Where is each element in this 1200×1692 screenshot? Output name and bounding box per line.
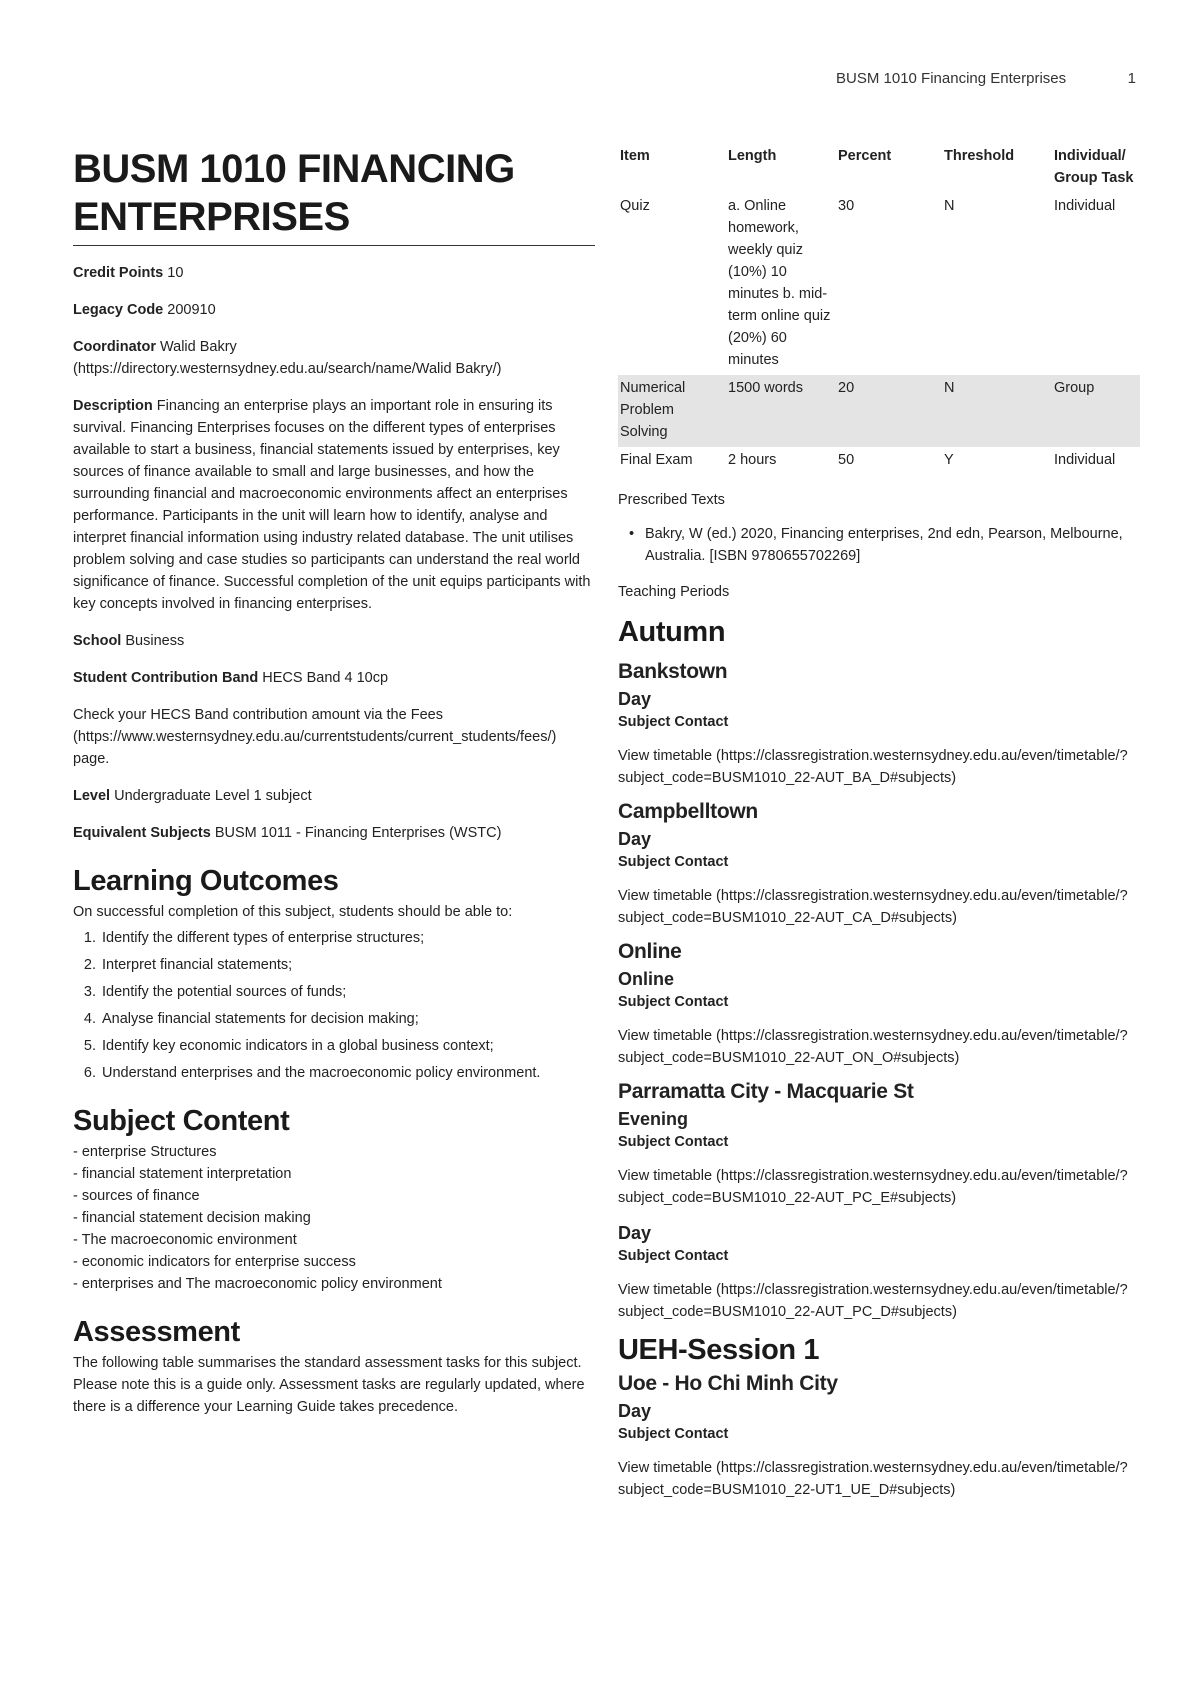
field-legacy-code: Legacy Code 200910 [73,302,216,318]
table-cell: Individual [1054,198,1116,214]
running-header [836,70,1136,87]
page-number: 1 [1127,70,1136,87]
left-column [73,145,595,1418]
list-item: 6. Understand enterprises and the macroeconomic policy environment. [100,1062,595,1084]
list-item: - financial statement interpretation [73,1166,292,1182]
view-timetable-link[interactable]: View timetable (https://classregistration.westernsydney.edu.au/even/timetable/?subject_code=BUSM1010_22-UT1_UE_D#subjects) [618,1460,1128,1498]
subject-content-heading: Subject Content [73,1105,290,1137]
campus-heading-online: Online [618,940,682,963]
session-heading-autumn: Autumn [618,616,726,648]
offering-mode: Evening [618,1109,689,1129]
list-item: 4. Analyse financial statements for decision making; [100,1008,595,1030]
field-coordinator[interactable]: Coordinator Walid Bakry (https://directory.westernsydney.edu.au/search/name/Walid Bakry/) [73,339,502,377]
assessment-table [618,145,1140,475]
session-heading-ueh-session-1: UEH-Session 1 [618,1334,820,1366]
offering-mode: Day [618,1223,652,1243]
subject-content-list [73,1141,595,1295]
assessment-heading: Assessment [73,1316,240,1348]
subject-contact-label: Subject Contact [618,1426,729,1442]
offering-mode: Day [618,1401,652,1421]
campus-heading-ho-chi-minh-city: Uoe - Ho Chi Minh City [618,1372,838,1395]
subject-contact-label: Subject Contact [618,714,729,730]
list-item: - enterprises and The macroeconomic policy environment [73,1276,442,1292]
running-title: BUSM 1010 Financing Enterprises [836,70,1067,87]
view-timetable-link[interactable]: View timetable (https://classregistration.westernsydney.edu.au/even/timetable/?subject_code=BUSM1010_22-AUT_CA_D#subjects) [618,888,1128,926]
list-item: - enterprise Structures [73,1144,217,1160]
column-header-threshold: Threshold [944,148,1015,164]
subject-contact-label: Subject Contact [618,1248,729,1264]
offering-mode: Day [618,689,652,709]
subject-contact-label: Subject Contact [618,994,729,1010]
view-timetable-link[interactable]: View timetable (https://classregistration.westernsydney.edu.au/even/timetable/?subject_code=BUSM1010_22-AUT_ON_O#subjects) [618,1028,1128,1066]
table-cell: 1500 words [726,375,836,447]
list-item: • Bakry, W (ed.) 2020, Financing enterprises, 2nd edn, Pearson, Melbourne, Australia. [ISBN 9780655702269] [645,523,1140,567]
table-cell: N [944,198,955,214]
teaching-periods-label: Teaching Periods [618,584,730,600]
table-cell: N [942,375,1052,447]
list-item: - sources of finance [73,1188,200,1204]
learning-outcomes-heading: Learning Outcomes [73,865,339,897]
campus-heading-campbelltown: Campbelltown [618,800,758,823]
learning-outcomes-intro: On successful completion of this subject, students should be able to: [73,904,513,920]
view-timetable-link[interactable]: View timetable (https://classregistration.westernsydney.edu.au/even/timetable/?subject_code=BUSM1010_22-AUT_PC_D#subjects) [618,1282,1128,1320]
fees-link-note[interactable]: Check your HECS Band contribution amount via the Fees (https://www.westernsydney.edu.au/currentstudents/current_students/fees/) page. [73,707,557,767]
table-cell: 2 hours [728,452,777,468]
column-header-percent: Percent [838,148,892,164]
table-cell: 30 [838,198,855,214]
prescribed-texts-label: Prescribed Texts [618,492,725,508]
column-header-length: Length [728,148,777,164]
table-cell: Y [944,452,954,468]
table-row [618,375,1140,447]
subject-contact-label: Subject Contact [618,1134,729,1150]
field-level: Level Undergraduate Level 1 subject [73,788,312,804]
column-header-item: Item [620,148,650,164]
offering-mode: Online [618,969,675,989]
table-cell: a. Online homework, weekly quiz (10%) 10 minutes b. mid-term online quiz (20%) 60 minutes [728,198,831,368]
column-header-task-type: Individual/ Group Task [1054,148,1134,186]
list-item: 2. Interpret financial statements; [100,954,595,976]
offering-mode: Day [618,829,652,849]
list-item: - financial statement decision making [73,1210,311,1226]
page-title: BUSM 1010 FINANCING ENTERPRISES [73,145,595,246]
table-cell: Quiz [620,198,650,214]
list-item: - The macroeconomic environment [73,1232,297,1248]
table-row [618,193,1140,375]
field-equivalent-subjects: Equivalent Subjects BUSM 1011 - Financing Enterprises (WSTC) [73,825,502,841]
list-item: 1. Identify the different types of enterprise structures; [100,927,595,949]
list-item: 5. Identify key economic indicators in a global business context; [100,1035,595,1057]
campus-heading-parramatta-city: Parramatta City - Macquarie St [618,1080,914,1103]
list-item: 3. Identify the potential sources of funds; [100,981,595,1003]
table-row [618,447,1140,475]
table-cell: 50 [838,452,855,468]
table-cell: 20 [836,375,942,447]
table-cell: Final Exam [620,452,693,468]
field-credit-points: Credit Points 10 [73,265,184,281]
field-school: School Business [73,633,185,649]
subject-contact-label: Subject Contact [618,854,729,870]
list-item: - economic indicators for enterprise success [73,1254,356,1270]
prescribed-texts-list [618,523,1140,567]
learning-outcomes-list [73,927,595,1084]
campus-heading-bankstown: Bankstown [618,660,728,683]
field-contribution-band: Student Contribution Band HECS Band 4 10cp [73,670,389,686]
table-header-row [618,145,1140,193]
assessment-intro: The following table summarises the standard assessment tasks for this subject. Please note this is a guide only. Assessment tasks are regularly updated, where there is a difference your Learning Guide takes precedence. [73,1355,585,1415]
table-cell: Numerical Problem Solving [618,375,726,447]
table-cell: Individual [1054,452,1116,468]
field-description: Description Financing an enterprise plays an important role in ensuring its survival. Financing Enterprises focuses on the different types of enterprises available to start a business, financial statements issued by enterprises, key sources of finance available to small and large businesses, and how the surrounding financial and macroeconomic environments affect an enterprises performance. Participants in the unit will learn how to identify, analyse and interpret financial information using industry related database. The unit utilises problem solving and case studies so participants can understand the real world significance of finance. Successful completion of the unit equips participants with key concepts involved in financing enterprises. [73,398,591,612]
view-timetable-link[interactable]: View timetable (https://classregistration.westernsydney.edu.au/even/timetable/?subject_code=BUSM1010_22-AUT_PC_E#subjects) [618,1168,1128,1206]
right-column [618,145,1140,1509]
table-cell: Group [1052,375,1140,447]
view-timetable-link[interactable]: View timetable (https://classregistration.westernsydney.edu.au/even/timetable/?subject_code=BUSM1010_22-AUT_BA_D#subjects) [618,748,1128,786]
